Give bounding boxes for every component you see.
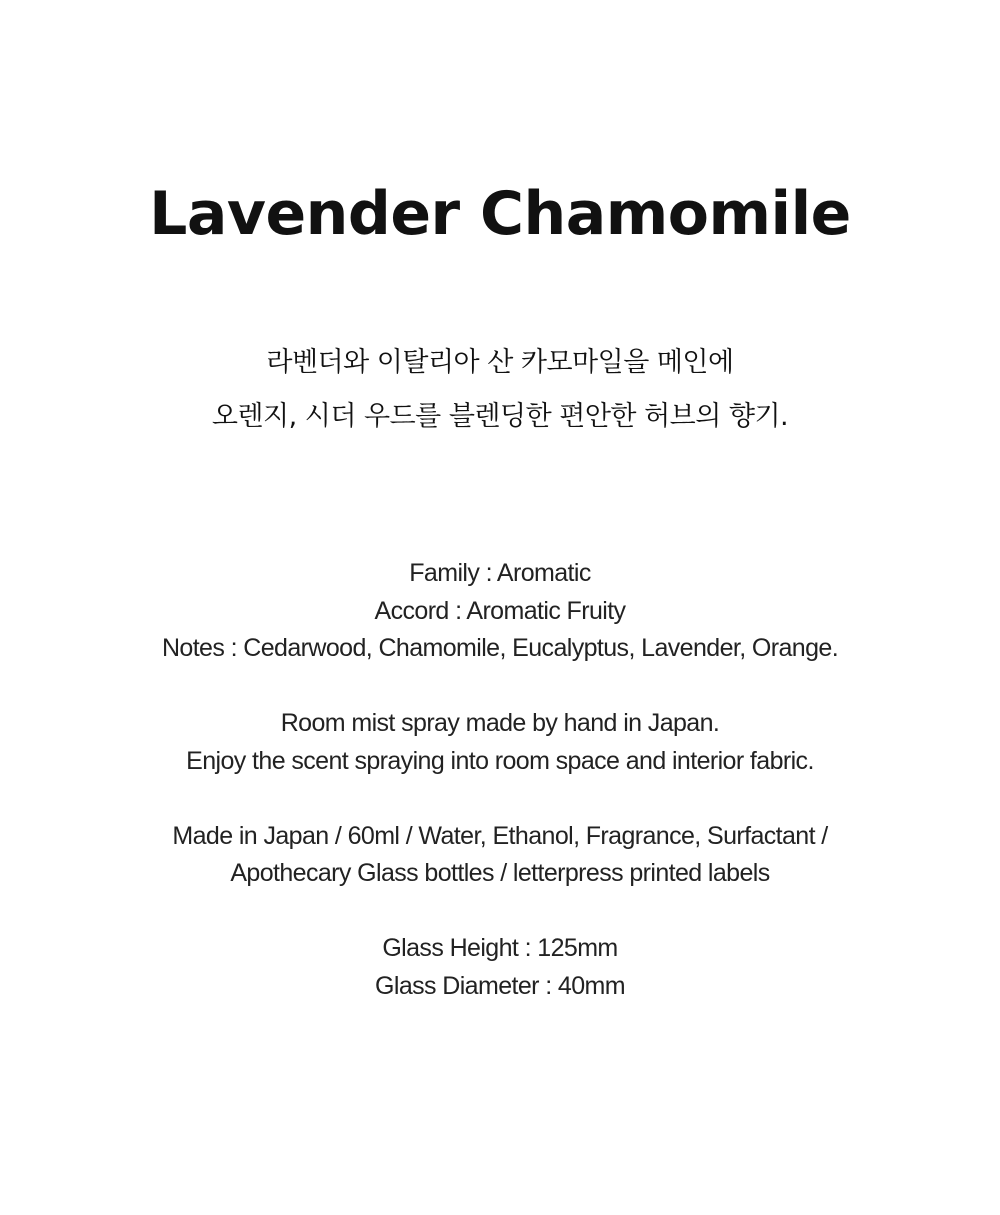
materials-line-2: Apothecary Glass bottles / letterpress printed labels — [230, 859, 770, 887]
intro-line-2: 오렌지, 시더 우드를 블렌딩한 편안한 허브의 향기. — [211, 401, 789, 432]
description-line-1: Room mist spray made by hand in Japan. — [280, 709, 720, 737]
spec-notes: Notes : Cedarwood, Chamomile, Eucalyptus, Lavender, Orange. — [161, 634, 839, 662]
glass-diameter: Glass Diameter : 40mm — [375, 971, 625, 1000]
spacer — [0, 893, 1000, 931]
product-details — [0, 555, 1000, 1005]
intro-line-1: 라벤더와 이탈리아 산 카모마일을 메인에 — [266, 347, 734, 378]
spacer — [0, 780, 1000, 818]
glass-height: Glass Height : 125mm — [382, 934, 618, 962]
description-line-2: Enjoy the scent spraying into room space and interior fabric. — [186, 746, 814, 775]
product-title: Lavender Chamomile — [149, 179, 851, 249]
spec-accord: Accord : Aromatic Fruity — [374, 596, 626, 625]
materials-line-1: Made in Japan / 60ml / Water, Ethanol, Fragrance, Surfactant / — [172, 821, 828, 850]
product-intro — [0, 336, 1000, 444]
spec-family: Family : Aromatic — [409, 559, 591, 587]
spacer — [0, 668, 1000, 706]
